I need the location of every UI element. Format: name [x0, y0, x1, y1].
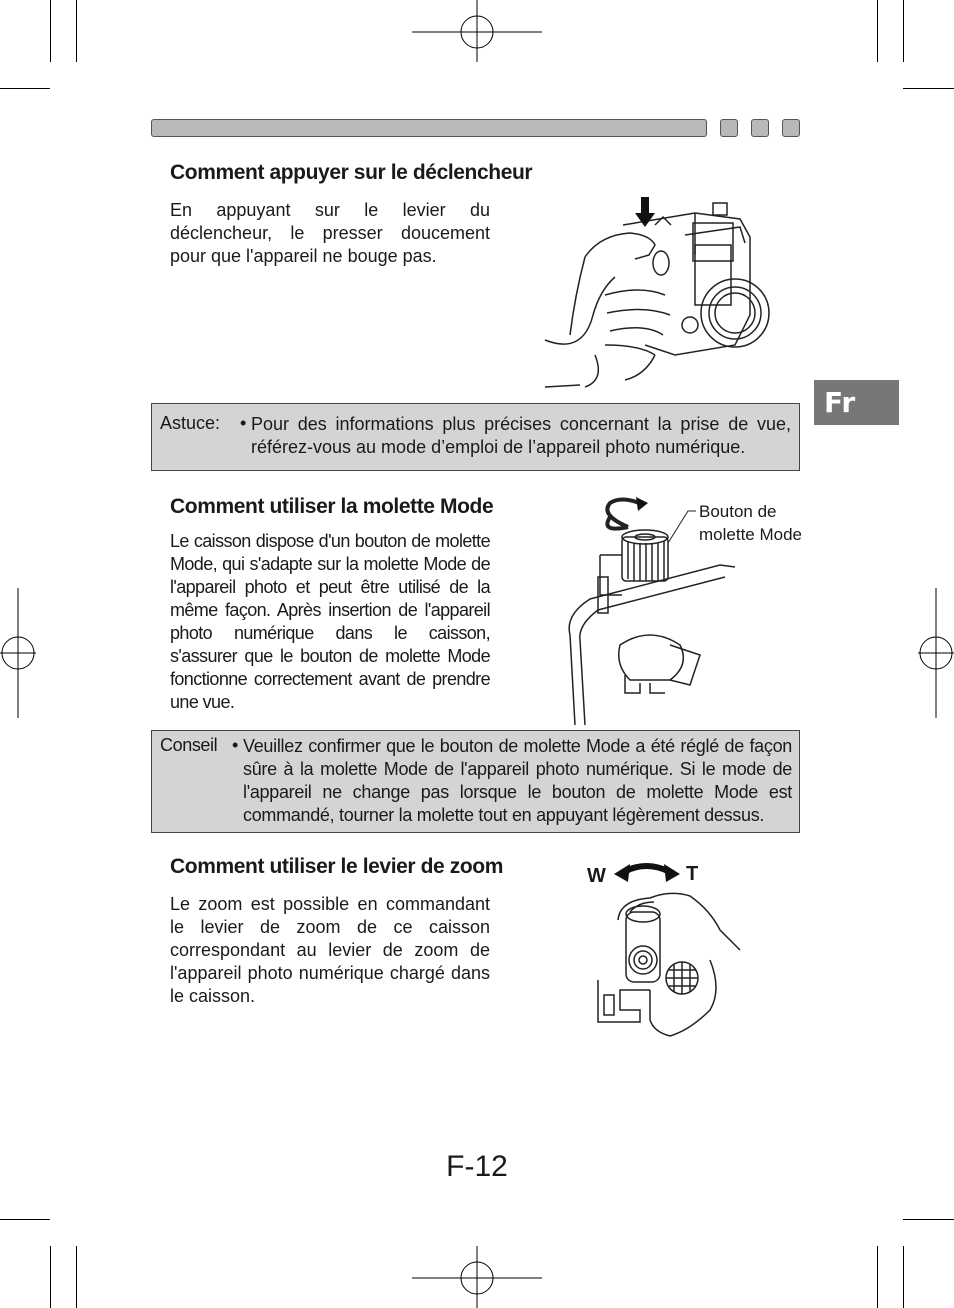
tip-label: Astuce:: [160, 413, 221, 433]
header-square: [720, 119, 738, 137]
crop-mark-icon: [903, 1246, 904, 1308]
crop-mark-icon: [903, 88, 954, 89]
header-square: [751, 119, 769, 137]
mode-dial-callout: Bouton de molette Mode: [699, 502, 802, 544]
zoom-body: Le zoom est possible en commandant le levier de zoom de ce caisson correspondant au levier de zoom de l'appareil photo numérique chargé dans le caisson.: [170, 894, 490, 1006]
mode-dial-body: Le caisson dispose d'un bouton de molette Mode, qui s'adapte sur la molette Mode de l'appareil photo et peut être utilisé de la même façon. Après insertion de l'appareil photo numérique dans le caisson, s'assurer que le bouton de molette Mode fonctionne correctement avant de prendre une vue.: [170, 531, 490, 712]
tip-bullet: •: [232, 735, 239, 755]
crop-mark-icon: [76, 1246, 77, 1308]
crop-mark-icon: [903, 1219, 954, 1220]
crop-mark-icon: [0, 1219, 50, 1220]
crop-mark-icon: [50, 0, 51, 62]
crop-mark-icon: [903, 0, 904, 62]
page-number: F-12: [446, 1150, 508, 1183]
tip-text: Pour des informations plus précises concernant la prise de vue, référez-vous au mode d’emploi de l’appareil photo numérique.: [251, 414, 791, 457]
shutter-body: En appuyant sur le levier du déclencheur, le presser doucement pour que l'appareil ne bouge pas.: [170, 200, 490, 266]
language-tab: Fr: [814, 380, 899, 425]
crop-mark-icon: [50, 1246, 51, 1308]
tip-text: Veuillez confirmer que le bouton de molette Mode a été réglé de façon sûre à la molette Mode de l'appareil photo numérique. Si le mode de l'appareil ne change pas lorsque le bouton de molette Mode est commandé, tourner la molette tout en appuyant légèrement dessus.: [243, 736, 792, 825]
camera-shutter-illustration: [545, 195, 780, 395]
registration-mark-icon: [0, 588, 40, 718]
registration-mark-icon: [412, 1244, 542, 1308]
double-arrow-icon: [614, 864, 680, 882]
crop-mark-icon: [877, 1246, 878, 1308]
header-bar: [151, 119, 707, 137]
tip-bullet: •: [240, 413, 247, 433]
registration-mark-icon: [412, 0, 542, 64]
zoom-lever-illustration: [590, 850, 750, 1040]
zoom-title: Comment utiliser le levier de zoom: [170, 855, 503, 878]
tip-label: Conseil: [160, 735, 218, 755]
crop-mark-icon: [0, 88, 50, 89]
registration-mark-icon: [914, 588, 954, 718]
zoom-label-t: T: [686, 863, 699, 885]
crop-mark-icon: [76, 0, 77, 62]
zoom-label-w: W: [587, 865, 606, 887]
shutter-title: Comment appuyer sur le déclencheur: [170, 161, 533, 184]
mode-dial-title: Comment utiliser la molette Mode: [170, 495, 494, 518]
crop-mark-icon: [877, 0, 878, 62]
header-square: [782, 119, 800, 137]
